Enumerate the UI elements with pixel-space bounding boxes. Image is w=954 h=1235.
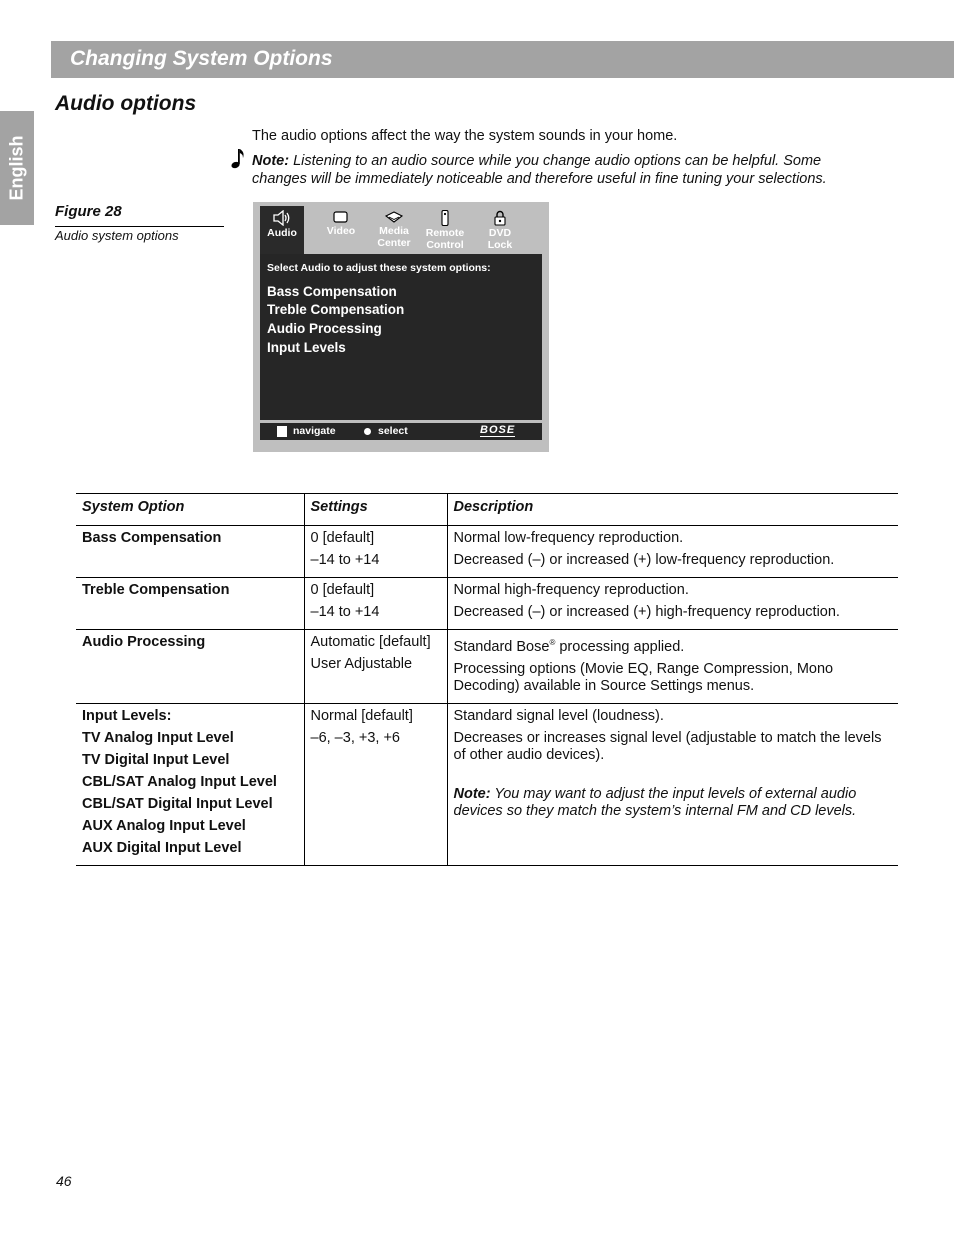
description-text: Decreased (–) or increased (+) low-frequency reproduction. <box>453 552 835 568</box>
table-row <box>76 578 898 630</box>
description-text: Decreased (–) or increased (+) high-frequency reproduction. <box>453 604 840 620</box>
option-name: AUX Analog Input Level <box>82 817 246 834</box>
figure-caption: Audio system options <box>55 228 179 243</box>
tv-tab-dvd-lock <box>478 206 522 254</box>
bose-logo: BOSE <box>480 424 516 436</box>
media-center-icon <box>384 210 404 224</box>
tv-tab-label-line2: Center <box>377 237 411 249</box>
option-cell <box>76 526 304 578</box>
option-cell <box>76 578 304 630</box>
remote-icon <box>439 210 451 226</box>
option-name: TV Digital Input Level <box>82 751 230 768</box>
setting-value: Automatic [default] <box>310 634 431 650</box>
description-text: Decreases or increases signal level (adjustable to match the levels of other audio devices). <box>453 729 882 763</box>
tv-tab-label: Audio <box>267 227 297 239</box>
language-tab-label: English <box>6 135 27 201</box>
note-text: Listening to an audio source while you change audio options can be helpful. Some changes will be immediately noticeable and therefore useful in fine tuning your selections. <box>252 153 827 187</box>
settings-cell <box>304 526 447 578</box>
page-number: 46 <box>56 1173 72 1189</box>
music-note-icon <box>230 148 246 170</box>
navigate-icon <box>277 426 287 437</box>
tv-tab-label: Video <box>326 225 356 237</box>
note-paragraph <box>252 153 872 188</box>
column-header-option: System Option <box>76 494 304 526</box>
table-note-label: Note: <box>453 785 491 802</box>
settings-cell <box>304 703 447 865</box>
page-heading: Audio options <box>55 92 197 115</box>
setting-value: –6, –3, +3, +6 <box>310 729 400 746</box>
figure-label: Figure 28 <box>55 203 122 220</box>
description-text: Standard signal level (loudness). <box>453 707 664 724</box>
tv-icon <box>332 210 350 224</box>
setting-value: –14 to +14 <box>310 604 380 620</box>
tv-menu-figure <box>253 202 549 452</box>
option-name: AUX Digital Input Level <box>82 839 242 856</box>
description-text <box>454 634 893 656</box>
table-row <box>76 703 898 865</box>
option-name: Audio Processing <box>82 634 206 650</box>
settings-cell <box>304 578 447 630</box>
tv-tab-label-line2: Lock <box>487 239 513 251</box>
registered-mark: ® <box>549 638 556 647</box>
setting-value: 0 [default] <box>310 530 375 546</box>
table-note-text: You may want to adjust the input levels of external audio devices so they match the system’s internal FM and CD levels. <box>453 785 857 819</box>
column-header-settings: Settings <box>304 494 447 526</box>
figure-divider <box>55 226 224 227</box>
tv-tab-label-line2: Control <box>426 239 464 251</box>
language-tab <box>0 111 34 225</box>
option-name: TV Analog Input Level <box>82 729 234 746</box>
tv-tab-audio <box>260 206 304 254</box>
tv-menu-item: Input Levels <box>267 340 346 355</box>
tv-menu-screen <box>260 254 542 420</box>
description-cell <box>447 630 898 704</box>
description-text: Normal high-frequency reproduction. <box>453 582 689 598</box>
setting-value: –14 to +14 <box>310 552 380 568</box>
tv-menu-item: Bass Compensation <box>267 284 397 299</box>
table-note <box>454 786 893 820</box>
intro-text: The audio options affect the way the system sounds in your home. <box>252 128 678 144</box>
select-dot-icon <box>364 428 371 435</box>
column-header-description: Description <box>447 494 898 526</box>
tv-tab-label: Remote <box>425 227 465 239</box>
description-text: Processing options (Movie EQ, Range Compression, Mono Decoding) available in Source Settings menus. <box>453 660 834 694</box>
option-cell <box>76 703 304 865</box>
tv-tab-media-center <box>372 206 416 254</box>
option-name: CBL/SAT Analog Input Level <box>82 773 277 790</box>
tv-tab-label: Media <box>379 225 409 237</box>
description-text: Normal low-frequency reproduction. <box>453 530 684 546</box>
lock-icon <box>493 210 507 226</box>
option-name: Bass Compensation <box>82 530 222 546</box>
table-row <box>76 630 898 704</box>
section-header-bar <box>51 41 954 78</box>
table-row <box>76 526 898 578</box>
setting-value: User Adjustable <box>310 656 413 672</box>
settings-cell <box>304 630 447 704</box>
note-label: Note: <box>252 153 290 169</box>
option-name: Treble Compensation <box>82 582 230 598</box>
description-text-part: processing applied. <box>555 638 685 655</box>
tv-tab-remote-control <box>423 206 467 254</box>
option-cell <box>76 630 304 704</box>
table-header-row <box>76 494 898 526</box>
tv-tab-video <box>319 206 363 254</box>
speaker-icon <box>272 210 292 226</box>
tv-menu-footer <box>260 423 542 440</box>
audio-options-table <box>76 493 898 866</box>
tv-tab-label: DVD <box>488 227 512 239</box>
navigate-label: navigate <box>293 425 336 437</box>
description-cell <box>447 703 898 865</box>
description-cell <box>447 526 898 578</box>
setting-value: 0 [default] <box>310 582 375 598</box>
option-name: Input Levels: <box>82 707 172 724</box>
option-name: CBL/SAT Digital Input Level <box>82 795 273 812</box>
tv-menu-item: Audio Processing <box>267 321 382 336</box>
section-title: Changing System Options <box>70 47 333 70</box>
tv-menu-prompt: Select Audio to adjust these system options: <box>267 262 491 274</box>
setting-value: Normal [default] <box>310 707 413 724</box>
description-text-part: Standard Bose <box>453 638 550 655</box>
tv-menu-item: Treble Compensation <box>267 302 405 317</box>
description-cell <box>447 578 898 630</box>
select-label: select <box>378 425 408 437</box>
